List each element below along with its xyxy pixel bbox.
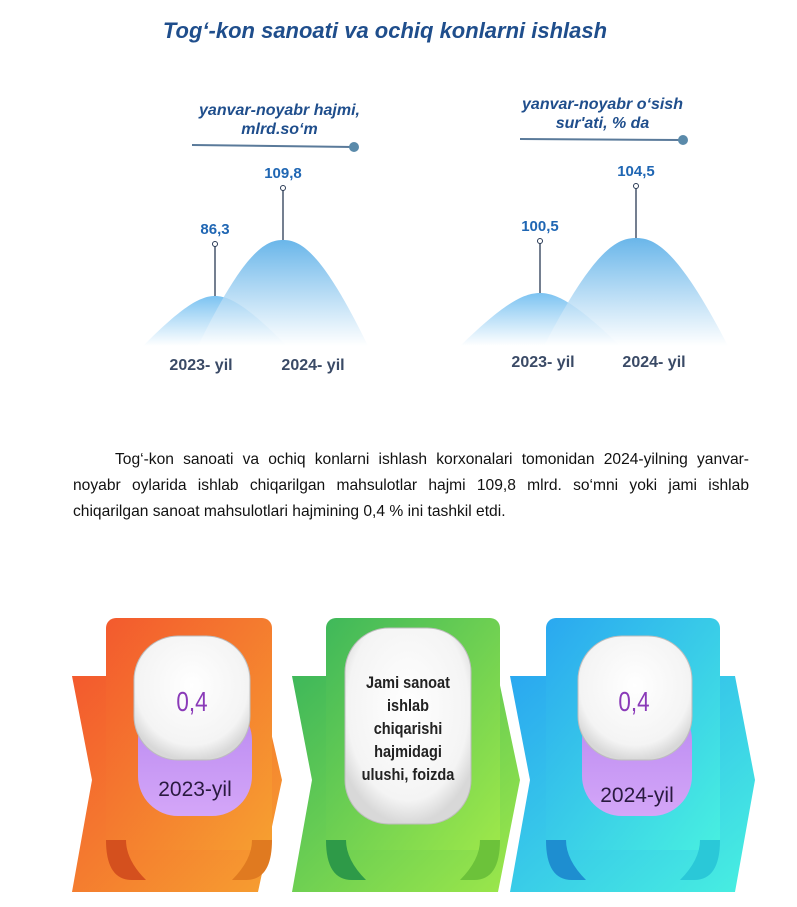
chart1-leader-dot bbox=[213, 242, 218, 247]
share-value-2023: 0,4 bbox=[176, 686, 208, 717]
share-value-2024: 0,4 bbox=[618, 686, 650, 717]
chart2-category-label: 2024- yil bbox=[622, 354, 686, 371]
chart1-svg bbox=[0, 0, 797, 400]
chart1-subtitle-rule bbox=[192, 145, 353, 147]
chart2-leader-dot bbox=[634, 184, 639, 189]
chart1-peak bbox=[198, 240, 368, 346]
chart2-peak bbox=[544, 238, 728, 346]
chart1-subtitle-dot bbox=[349, 142, 359, 152]
chart2-value-label: 104,5 bbox=[617, 163, 655, 180]
chart2-category-label: 2023- yil bbox=[511, 354, 575, 371]
summary-paragraph: Tog‘-kon sanoati va ochiq konlarni ishlash korxonalari tomonidan 2024-yilning yanvar-noyabr oylarida ishlab chiqarilgan mahsulotlar hajmi 109,8 mlrd. so‘mni yoki jami ishlab chiqarilgan sanoat mahsulotlari hajmining 0,4 % ini tashkil etdi. bbox=[73, 451, 749, 520]
chart1-subtitle: yanvar-noyabr hajmi, mlrd.so‘m bbox=[199, 102, 360, 138]
chart2-value-label: 100,5 bbox=[521, 218, 559, 235]
chart1-category-label: 2024- yil bbox=[281, 357, 345, 374]
chart2-subtitle-dot bbox=[678, 135, 688, 145]
share-year-2023: 2023-yil bbox=[158, 778, 232, 801]
chart2-subtitle-rule bbox=[520, 139, 681, 140]
share-caption: Jami sanoat ishlab chiqarishi hajmidagi ulushi, foizda bbox=[361, 674, 455, 784]
chart1-leader-dot bbox=[281, 186, 286, 191]
chart1-value-label: 86,3 bbox=[200, 221, 230, 238]
chart1-category-label: 2023- yil bbox=[169, 357, 233, 374]
chart2-leader-dot bbox=[538, 239, 543, 244]
page-title: Tog‘-kon sanoati va ochiq konlarni ishlash bbox=[162, 18, 608, 43]
chart2-subtitle: yanvar-noyabr o‘sish sur'ati, % da bbox=[522, 96, 683, 132]
chart1-value-label: 109,8 bbox=[264, 165, 302, 182]
share-year-2024: 2024-yil bbox=[600, 784, 674, 807]
